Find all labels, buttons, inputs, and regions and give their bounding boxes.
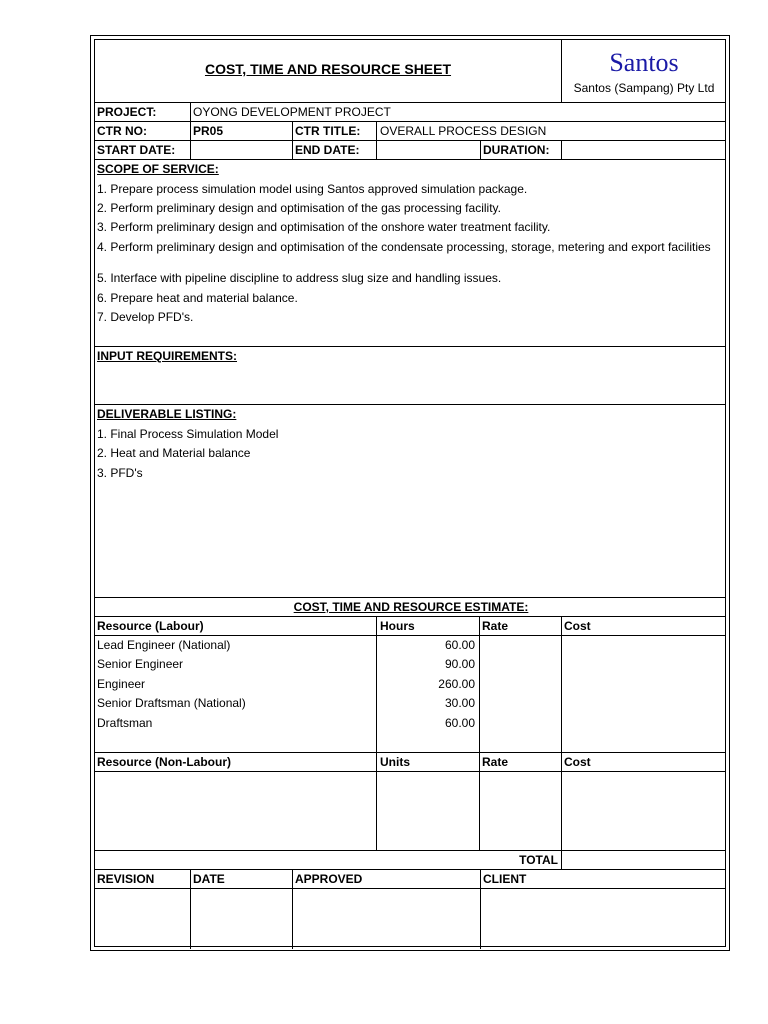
revision-client-header: CLIENT — [483, 872, 527, 886]
start-date-label: START DATE: — [97, 143, 176, 157]
labour-header-hours: Hours — [380, 619, 415, 633]
deliverables-heading: DELIVERABLE LISTING: — [97, 407, 237, 421]
document-frame — [90, 35, 730, 951]
revision-header: REVISION — [97, 872, 155, 886]
revision-approved-header: APPROVED — [295, 872, 363, 886]
revision-date-header: DATE — [193, 872, 225, 886]
ctr-title-value: OVERALL PROCESS DESIGN — [380, 124, 547, 138]
labour-resource: Lead Engineer (National) — [97, 638, 231, 652]
labour-hours: 260.00 — [438, 677, 475, 691]
deliverable-item: 1. Final Process Simulation Model — [97, 427, 279, 441]
company-subtitle: Santos (Sampang) Pty Ltd — [573, 81, 715, 95]
labour-resource: Engineer — [97, 677, 146, 691]
document-body — [94, 39, 726, 947]
labour-resource: Draftsman — [97, 716, 153, 730]
company-logo: Santos — [609, 48, 679, 77]
deliverable-item: 3. PFD's — [97, 466, 143, 480]
project-label: PROJECT: — [97, 105, 157, 119]
ctr-title-label: CTR TITLE: — [295, 124, 361, 138]
scope-item: 2. Perform preliminary design and optimisation of the gas processing facility. — [97, 201, 501, 215]
nonlabour-header-cost: Cost — [564, 755, 591, 769]
duration-label: DURATION: — [483, 143, 550, 157]
labour-hours: 60.00 — [444, 716, 475, 730]
ctr-no-label: CTR NO: — [97, 124, 147, 138]
scope-heading: SCOPE OF SERVICE: — [97, 162, 219, 176]
input-requirements-heading: INPUT REQUIREMENTS: — [97, 349, 238, 363]
labour-hours: 30.00 — [444, 696, 475, 710]
project-value: OYONG DEVELOPMENT PROJECT — [193, 105, 391, 119]
labour-hours: 90.00 — [444, 657, 475, 671]
nonlabour-header-units: Units — [380, 755, 410, 769]
nonlabour-header-rate: Rate — [482, 755, 509, 769]
scope-item: 4. Perform preliminary design and optimisation of the condensate processing, storage, metering and export facilities — [97, 240, 711, 254]
scope-item: 1. Prepare process simulation model using Santos approved simulation package. — [97, 182, 528, 196]
scope-item: 3. Perform preliminary design and optimisation of the onshore water treatment facility. — [97, 220, 551, 234]
scope-item: 6. Prepare heat and material balance. — [97, 291, 298, 305]
scope-item: 5. Interface with pipeline discipline to address slug size and handling issues. — [97, 271, 502, 285]
total-label: TOTAL — [519, 853, 558, 867]
labour-resource: Senior Engineer — [97, 657, 184, 671]
end-date-label: END DATE: — [295, 143, 360, 157]
nonlabour-header-resource: Resource (Non-Labour) — [97, 755, 232, 769]
labour-header-resource: Resource (Labour) — [97, 619, 204, 633]
labour-resource: Senior Draftsman (National) — [97, 696, 246, 710]
labour-header-rate: Rate — [482, 619, 509, 633]
scope-item: 7. Develop PFD's. — [97, 310, 194, 324]
deliverable-item: 2. Heat and Material balance — [97, 446, 251, 460]
labour-hours: 60.00 — [444, 638, 475, 652]
estimate-heading: COST, TIME AND RESOURCE ESTIMATE: — [293, 600, 529, 614]
labour-header-cost: Cost — [564, 619, 591, 633]
ctr-no-value: PR05 — [193, 124, 224, 138]
page-title: COST, TIME AND RESOURCE SHEET — [204, 61, 452, 77]
